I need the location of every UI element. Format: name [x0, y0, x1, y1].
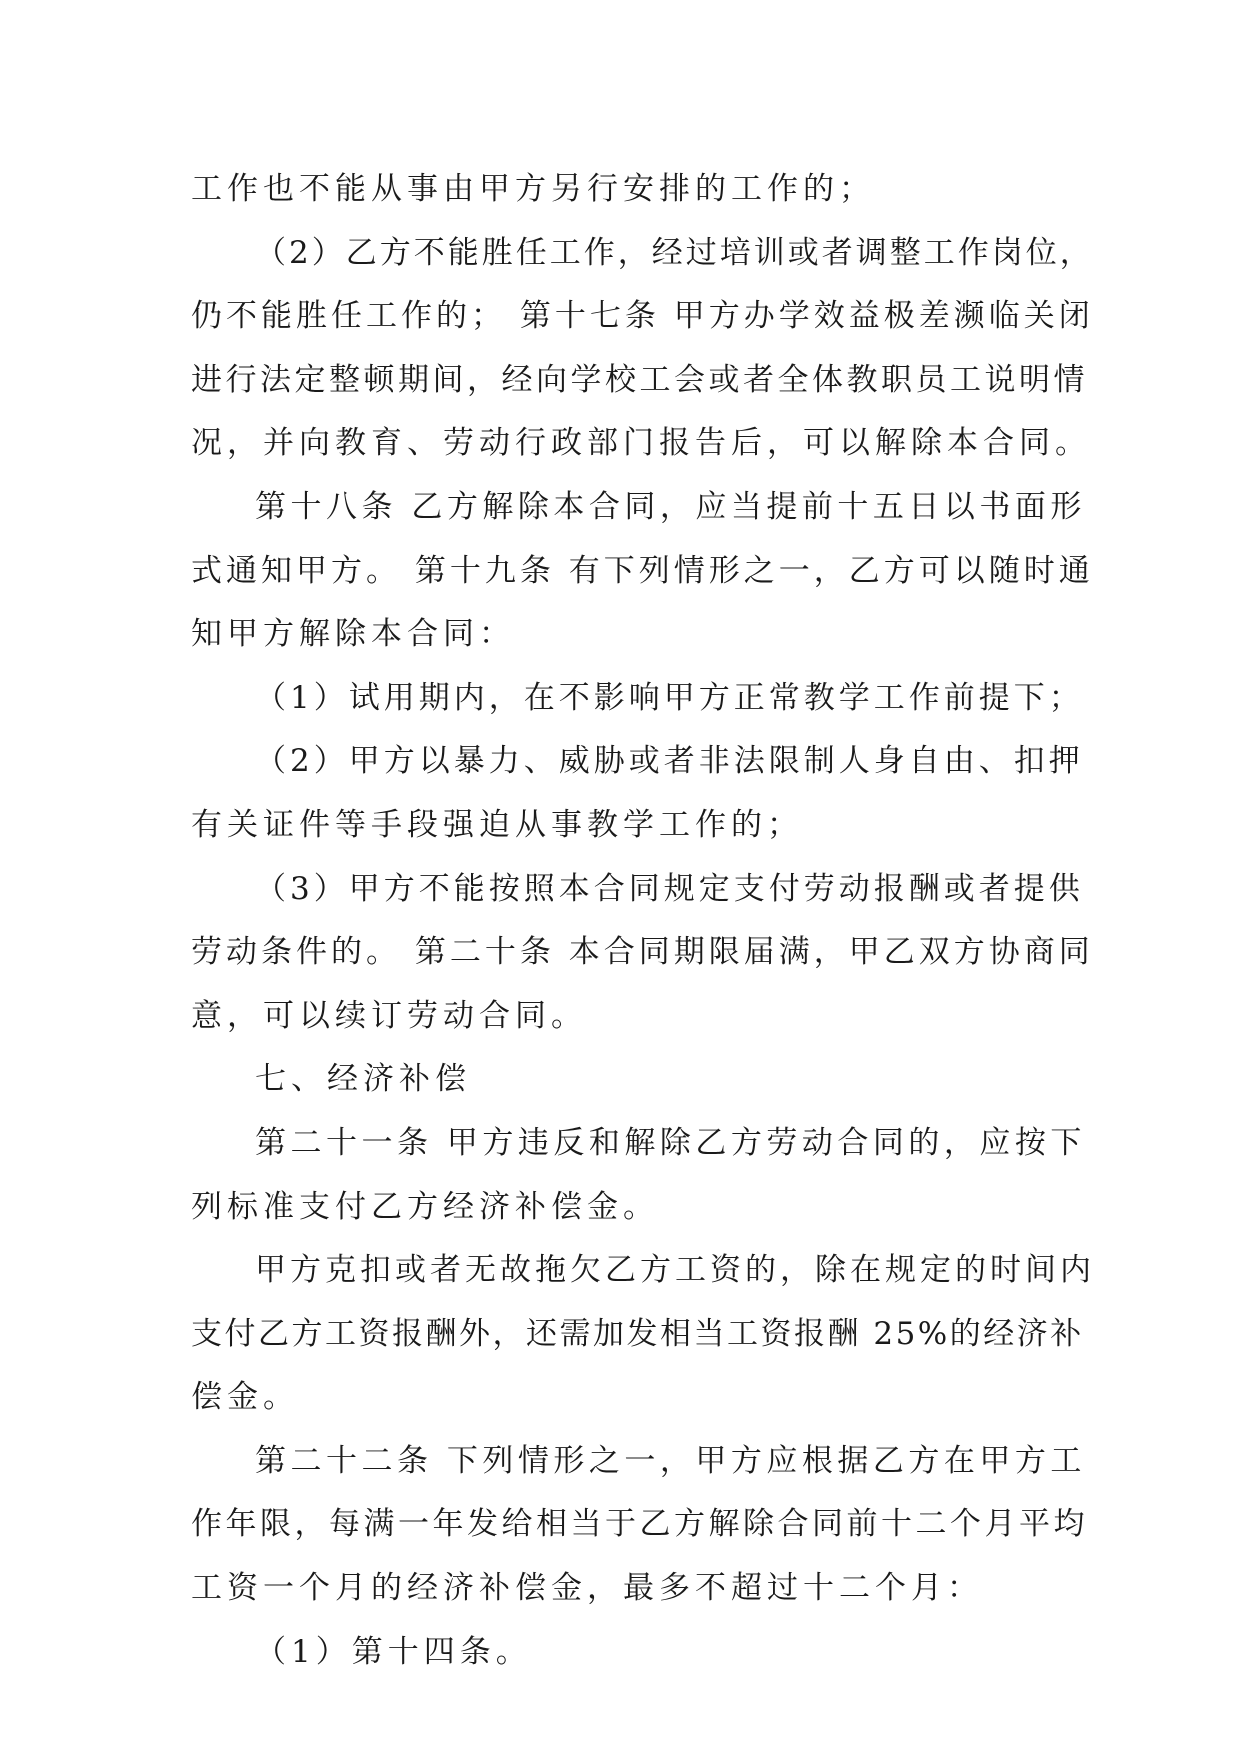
text-line: 劳动条件的。 第二十条 本合同期限届满，甲乙双方协商同 [191, 934, 1094, 971]
text-line: （1）试用期内，在不影响甲方正常教学工作前提下； [255, 679, 1084, 716]
text-line: 七、经济补偿 [255, 1061, 471, 1098]
text-line: 第二十一条 甲方违反和解除乙方劳动合同的，应按下 [255, 1124, 1086, 1161]
text-line: 第十八条 乙方解除本合同，应当提前十五日以书面形 [255, 488, 1086, 525]
text-line: （1）第十四条。 [255, 1633, 532, 1670]
text-line: 甲方克扣或者无故拖欠乙方工资的，除在规定的时间内 [255, 1252, 1095, 1289]
text-line: 列标准支付乙方经济补偿金。 [191, 1188, 659, 1225]
text-line: （2）甲方以暴力、威胁或者非法限制人身自由、扣押 [255, 743, 1084, 780]
text-line: 支付乙方工资报酬外，还需加发相当工资报酬 25%的经济补 [191, 1315, 1084, 1352]
text-line: （3）甲方不能按照本合同规定支付劳动报酬或者提供 [255, 870, 1084, 907]
text-line: 意，可以续订劳动合同。 [191, 997, 587, 1034]
text-line: （2）乙方不能胜任工作，经过培训或者调整工作岗位， [255, 234, 1094, 271]
text-line: 第二十二条 下列情形之一，甲方应根据乙方在甲方工 [255, 1442, 1086, 1479]
text-line: 仍不能胜任工作的； 第十七条 甲方办学效益极差濒临关闭 [191, 298, 1094, 335]
text-line: 偿金。 [191, 1379, 299, 1416]
text-line: 式通知甲方。 第十九条 有下列情形之一，乙方可以随时通 [191, 552, 1094, 589]
text-line: 有关证件等手段强迫从事教学工作的； [191, 806, 803, 843]
text-line: 况，并向教育、劳动行政部门报告后，可以解除本合同。 [191, 425, 1091, 462]
text-line: 进行法定整顿期间，经向学校工会或者全体教职员工说明情 [191, 361, 1088, 398]
text-line: 工资一个月的经济补偿金，最多不超过十二个月： [191, 1570, 983, 1607]
text-line: 工作也不能从事由甲方另行安排的工作的； [191, 171, 875, 207]
text-line: 作年限，每满一年发给相当于乙方解除合同前十二个月平均 [191, 1506, 1088, 1543]
text-line: 知甲方解除本合同： [191, 616, 515, 653]
document-body [191, 158, 1095, 1684]
